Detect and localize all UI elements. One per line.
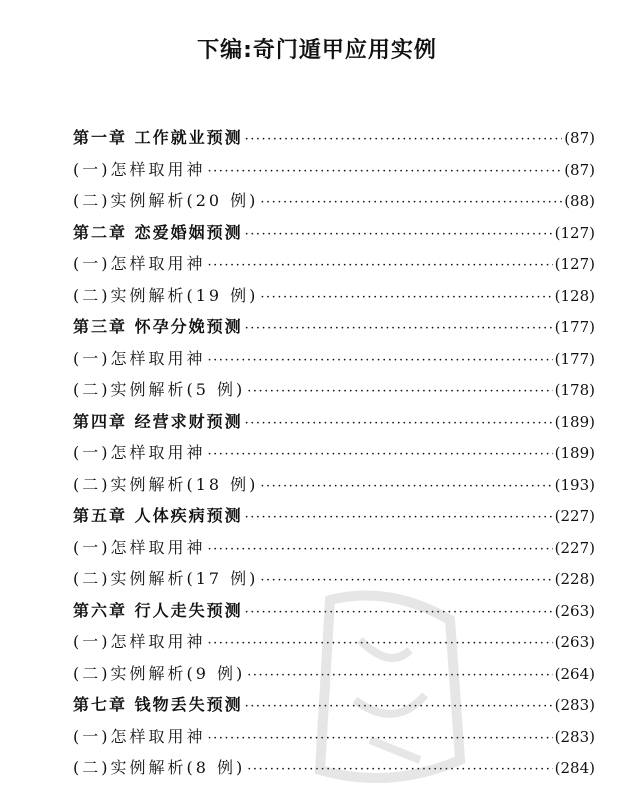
dot-leader bbox=[208, 345, 553, 377]
dot-leader bbox=[247, 376, 552, 408]
page-number: (127) bbox=[554, 223, 595, 242]
dot-leader bbox=[245, 124, 563, 156]
dot-leader bbox=[245, 691, 553, 723]
page-number: (284) bbox=[554, 759, 595, 777]
chapter-title: 第五章 人体疾病预测 bbox=[73, 506, 243, 525]
toc-section-row bbox=[73, 437, 595, 469]
toc-section-row bbox=[73, 752, 595, 784]
dot-leader bbox=[245, 219, 553, 251]
toc-section-row bbox=[73, 721, 595, 753]
page-number: (88) bbox=[564, 192, 595, 210]
section-title: (一)怎样取用神 bbox=[73, 159, 206, 179]
section-title: (二)实例解析(18 例) bbox=[73, 474, 259, 494]
section-title: (一)怎样取用神 bbox=[73, 632, 206, 651]
toc-chapter-row bbox=[73, 595, 595, 627]
chapter-title: 第七章 钱物丢失预测 bbox=[73, 695, 243, 714]
toc-chapter-row bbox=[73, 217, 595, 249]
dot-leader bbox=[208, 723, 553, 755]
toc-section-row bbox=[73, 658, 595, 690]
dot-leader bbox=[247, 754, 552, 786]
section-title: (一)怎样取用神 bbox=[73, 348, 206, 368]
page-number: (263) bbox=[554, 633, 595, 651]
table-of-contents bbox=[73, 122, 595, 784]
section-title: (一)怎样取用神 bbox=[73, 537, 206, 557]
dot-leader bbox=[245, 597, 553, 629]
section-title: (二)实例解析(5 例) bbox=[73, 380, 246, 399]
toc-chapter-row bbox=[73, 122, 595, 154]
dot-leader bbox=[208, 534, 553, 566]
dot-leader bbox=[260, 187, 562, 219]
section-title: (一)怎样取用神 bbox=[73, 726, 206, 746]
toc-section-row bbox=[73, 626, 595, 658]
toc-chapter-row bbox=[73, 500, 595, 532]
dot-leader bbox=[247, 660, 552, 692]
section-title: (二)实例解析(17 例) bbox=[73, 569, 259, 588]
section-title: (一)怎样取用神 bbox=[73, 443, 206, 462]
page-number: (193) bbox=[554, 475, 595, 494]
chapter-title: 第六章 行人走失预测 bbox=[73, 600, 243, 620]
page-number: (87) bbox=[564, 129, 595, 147]
toc-section-row bbox=[73, 280, 595, 312]
chapter-title: 第二章 恋爱婚姻预测 bbox=[73, 222, 243, 242]
page-number: (189) bbox=[554, 444, 595, 462]
toc-section-row bbox=[73, 563, 595, 595]
page-number: (178) bbox=[554, 381, 595, 399]
page-number: (264) bbox=[554, 664, 595, 683]
dot-leader bbox=[208, 156, 563, 188]
page-number: (87) bbox=[564, 160, 595, 179]
toc-section-row bbox=[73, 185, 595, 217]
dot-leader bbox=[208, 439, 553, 471]
page-title: 下编:奇门遁甲应用实例 bbox=[197, 38, 437, 63]
toc-section-row bbox=[73, 374, 595, 406]
dot-leader bbox=[260, 282, 552, 314]
chapter-title: 第三章 怀孕分娩预测 bbox=[73, 317, 243, 336]
dot-leader bbox=[245, 313, 553, 345]
page-number: (283) bbox=[554, 727, 595, 746]
page-number: (177) bbox=[554, 349, 595, 368]
chapter-title: 第一章 工作就业预测 bbox=[73, 128, 243, 147]
page-number: (227) bbox=[554, 507, 595, 525]
page-number: (263) bbox=[554, 601, 595, 620]
section-title: (二)实例解析(20 例) bbox=[73, 191, 259, 210]
chapter-title: 第四章 经营求财预测 bbox=[73, 411, 243, 431]
page-number: (227) bbox=[554, 538, 595, 557]
section-title: (二)实例解析(19 例) bbox=[73, 285, 259, 305]
toc-section-row bbox=[73, 248, 595, 280]
dot-leader bbox=[245, 408, 553, 440]
page-number: (283) bbox=[554, 696, 595, 714]
dot-leader bbox=[208, 628, 553, 660]
dot-leader bbox=[260, 471, 552, 503]
page-number: (128) bbox=[554, 286, 595, 305]
section-title: (二)实例解析(8 例) bbox=[73, 758, 246, 777]
page-number: (189) bbox=[554, 412, 595, 431]
section-title: (一)怎样取用神 bbox=[73, 254, 206, 273]
toc-section-row bbox=[73, 532, 595, 564]
page-number: (177) bbox=[554, 318, 595, 336]
dot-leader bbox=[260, 565, 552, 597]
toc-section-row bbox=[73, 343, 595, 375]
toc-section-row bbox=[73, 154, 595, 186]
page-number: (127) bbox=[554, 255, 595, 273]
toc-chapter-row bbox=[73, 311, 595, 343]
dot-leader bbox=[208, 250, 553, 282]
page-number: (228) bbox=[554, 570, 595, 588]
toc-chapter-row bbox=[73, 689, 595, 721]
dot-leader bbox=[245, 502, 553, 534]
toc-chapter-row bbox=[73, 406, 595, 438]
toc-section-row bbox=[73, 469, 595, 501]
section-title: (二)实例解析(9 例) bbox=[73, 663, 246, 683]
